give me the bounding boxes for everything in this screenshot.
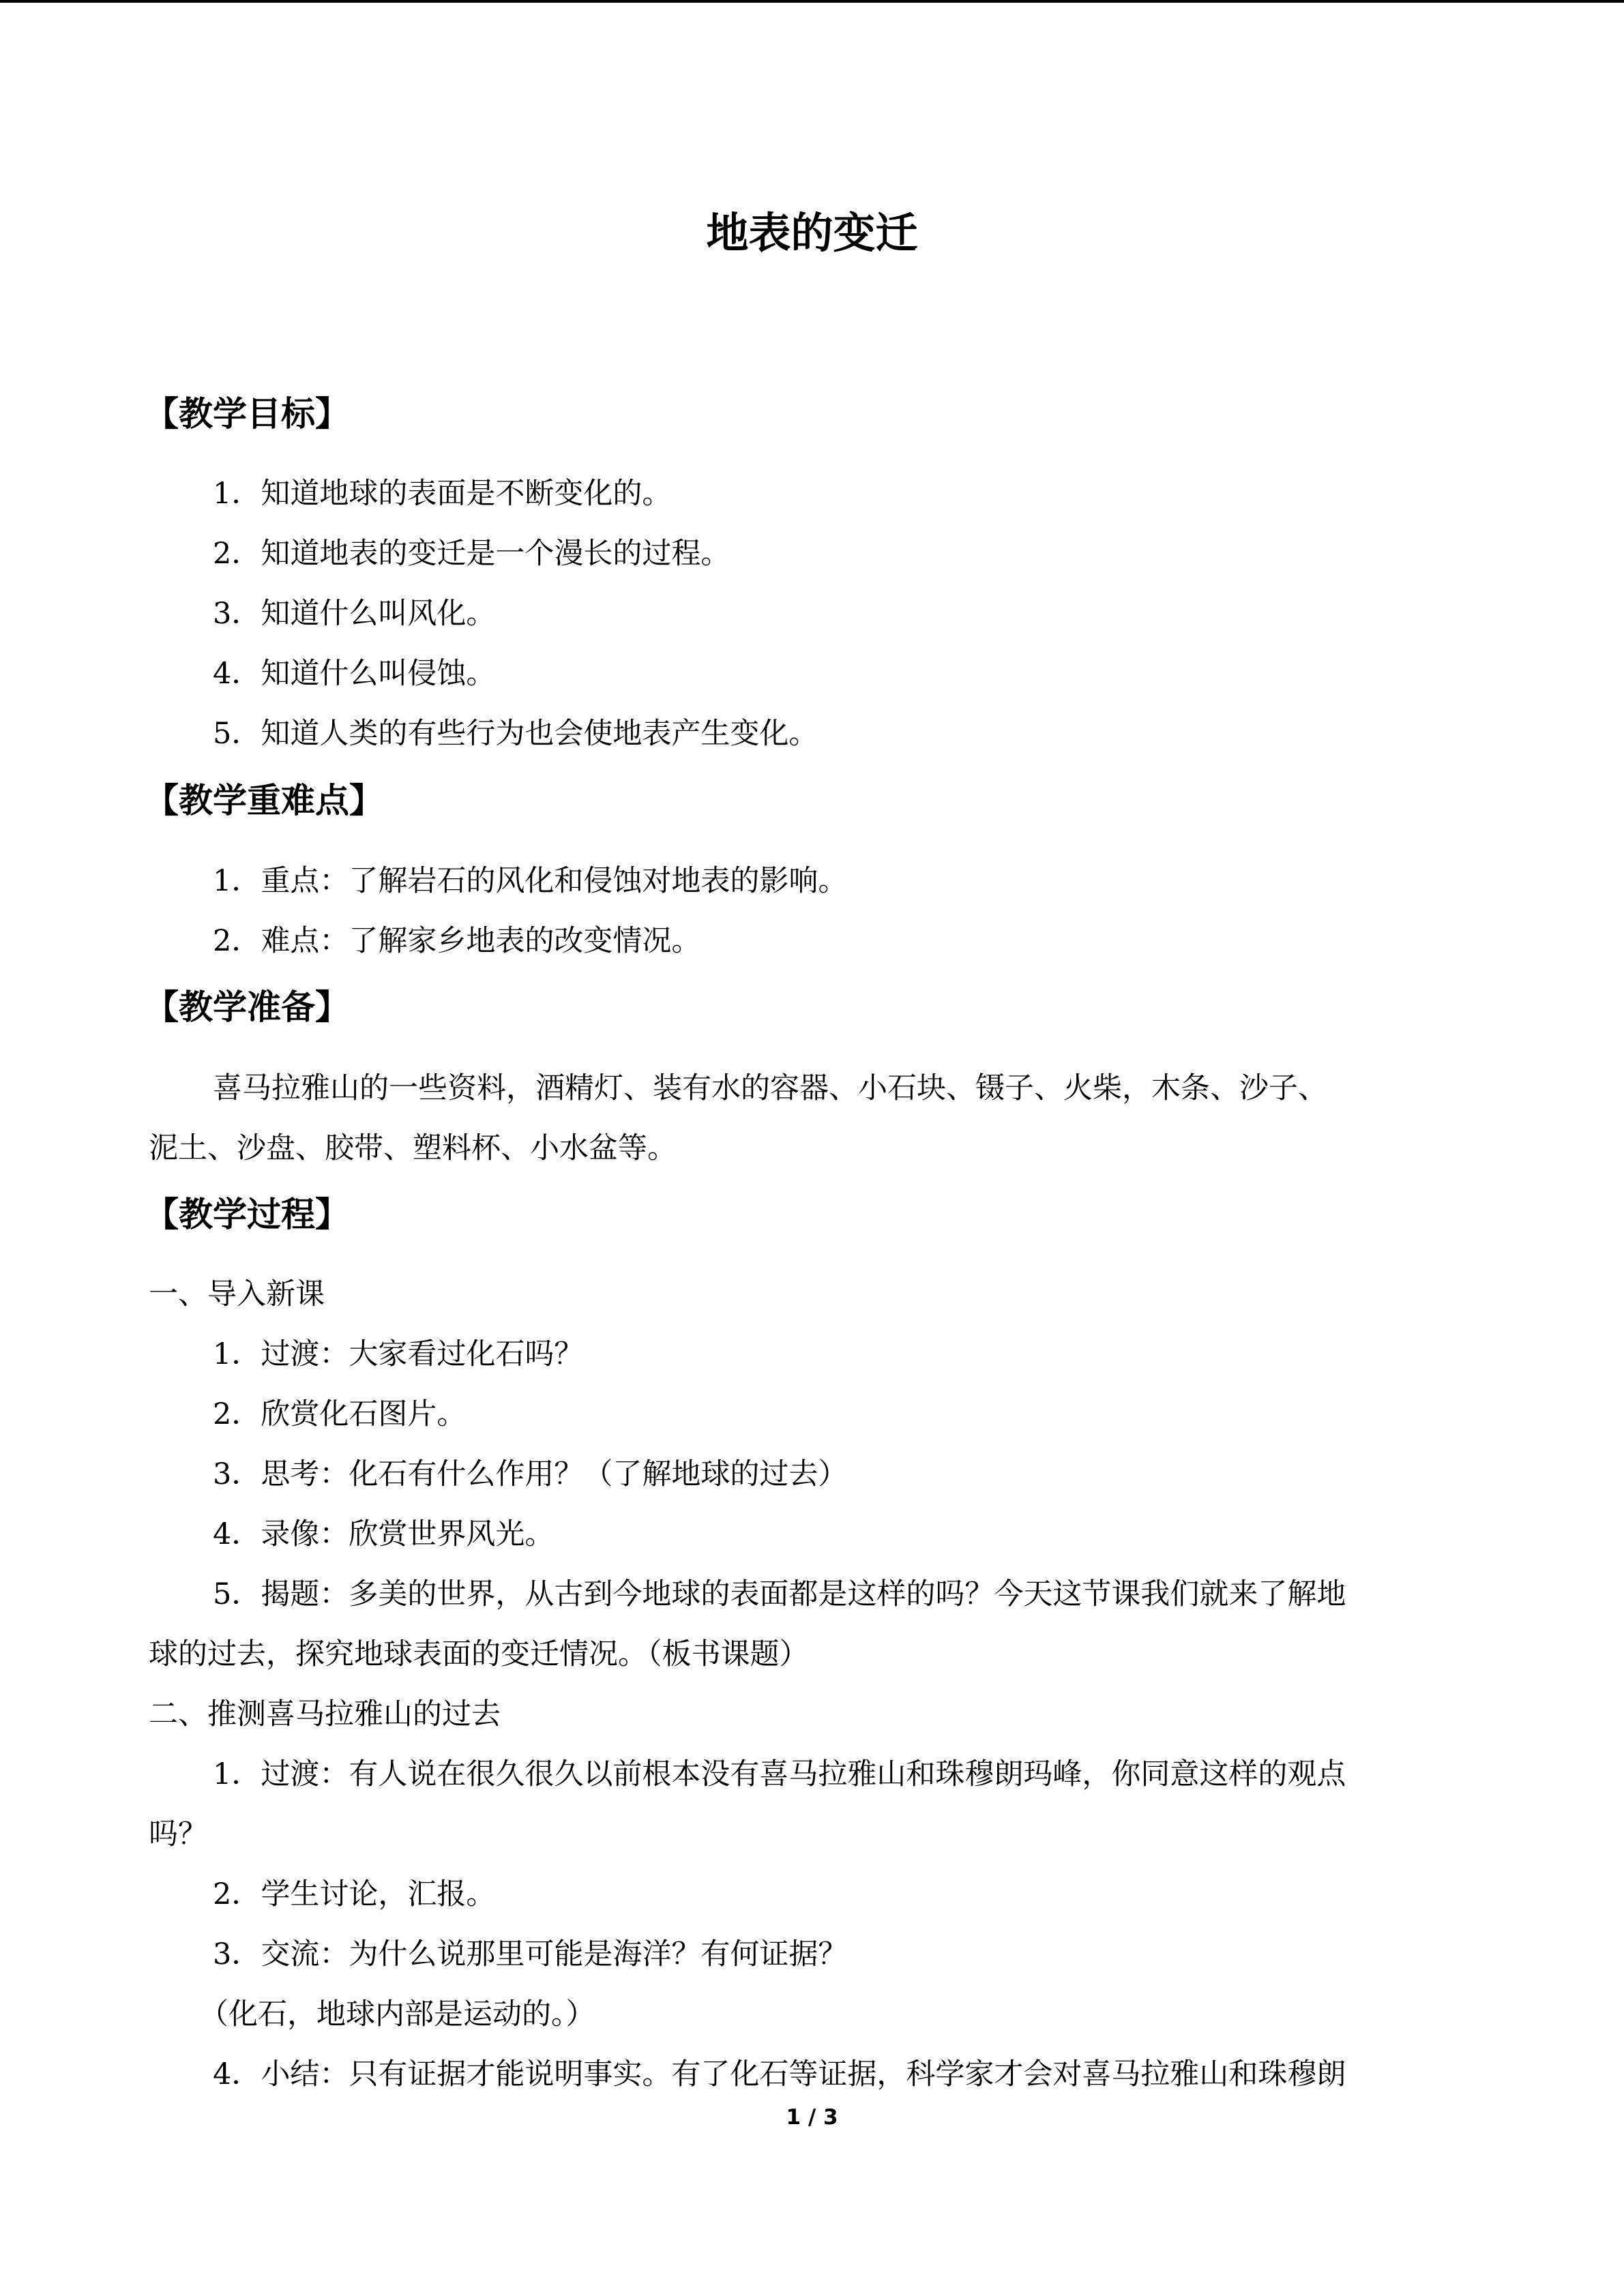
section-heading-goals: 【教学目标】 — [145, 394, 349, 434]
page-number: 1 / 3 — [786, 2105, 838, 2130]
key-point-item: 2．难点：了解家乡地表的改变情况。 — [213, 924, 701, 958]
goal-item: 4．知道什么叫侵蚀。 — [213, 657, 496, 691]
process-item-continuation: 球的过去，探究地球表面的变迁情况。（板书课题） — [149, 1637, 809, 1671]
goal-item: 1．知道地球的表面是不断变化的。 — [213, 477, 672, 511]
process-item: 1．过渡：大家看过化石吗？ — [213, 1337, 584, 1371]
process-item: 3．思考：化石有什么作用？（了解地球的过去） — [213, 1457, 848, 1491]
section-heading-key-points: 【教学重难点】 — [145, 781, 383, 820]
key-point-item: 1．重点：了解岩石的风化和侵蚀对地表的影响。 — [213, 864, 848, 898]
document-title: 地表的变迁 — [706, 208, 918, 258]
process-item: 2．欣赏化石图片。 — [213, 1397, 467, 1431]
process-item-continuation: 吗？ — [149, 1817, 207, 1851]
preparation-line: 泥土、沙盘、胶带、塑料杯、小水盆等。 — [149, 1131, 677, 1165]
process-item: 4．录像：欣赏世界风光。 — [213, 1517, 555, 1551]
process-item: 2．学生讨论，汇报。 — [213, 1877, 496, 1911]
process-item: 3．交流：为什么说那里可能是海洋？有何证据？ — [213, 1937, 848, 1971]
section-heading-process: 【教学过程】 — [145, 1195, 349, 1234]
preparation-line: 喜马拉雅山的一些资料，酒精灯、装有水的容器、小石块、镊子、火柴，木条、沙子、 — [213, 1071, 1327, 1105]
process-part-title: 二、推测喜马拉雅山的过去 — [149, 1697, 501, 1731]
process-item: 1．过渡：有人说在很久很久以前根本没有喜马拉雅山和珠穆朗玛峰，你同意这样的观点 — [213, 1757, 1346, 1791]
process-item: 4．小结：只有证据才能说明事实。有了化石等证据，科学家才会对喜马拉雅山和珠穆朗 — [213, 2057, 1346, 2091]
goal-item: 3．知道什么叫风化。 — [213, 597, 496, 631]
process-part-title: 一、导入新课 — [149, 1277, 325, 1311]
process-item: 5．揭题：多美的世界，从古到今地球的表面都是这样的吗？今天这节课我们就来了解地 — [213, 1577, 1346, 1611]
process-item-note: （化石，地球内部是运动的。） — [199, 1997, 595, 2031]
goal-item: 5．知道人类的有些行为也会使地表产生变化。 — [213, 717, 818, 751]
goal-item: 2．知道地表的变迁是一个漫长的过程。 — [213, 537, 730, 571]
section-heading-preparation: 【教学准备】 — [145, 987, 349, 1027]
